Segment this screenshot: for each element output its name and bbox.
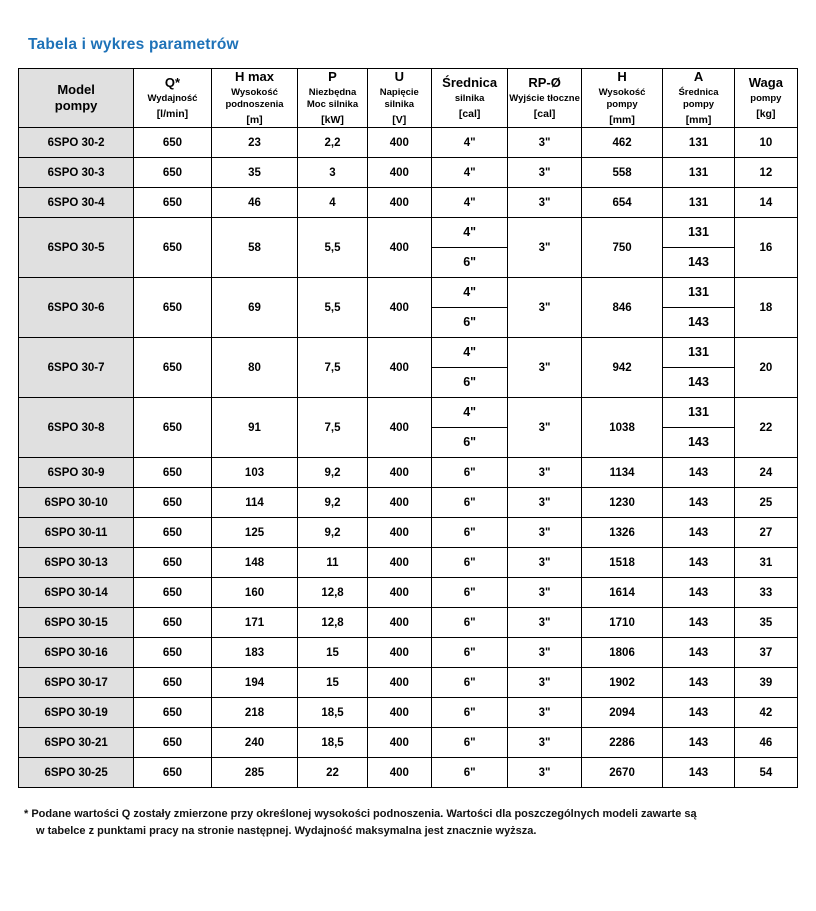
column-header-0	[19, 69, 134, 128]
cell-weight: 54	[734, 758, 797, 788]
header-row	[19, 69, 798, 128]
cell-discharge: 3"	[508, 758, 581, 788]
cell-power: 7,5	[298, 338, 367, 398]
cell-discharge: 3"	[508, 338, 581, 398]
parameters-table	[18, 68, 798, 788]
cell-power: 12,8	[298, 608, 367, 638]
cell-model: 6SPO 30-14	[19, 578, 134, 608]
column-header-1	[134, 69, 211, 128]
cell-motor-diameter	[431, 338, 507, 398]
cell-weight: 20	[734, 338, 797, 398]
cell-discharge: 3"	[508, 488, 581, 518]
column-header-title: A	[693, 69, 704, 84]
cell-head-max: 194	[211, 668, 298, 698]
cell-pump-height: 1614	[581, 578, 663, 608]
cell-motor-diameter	[431, 398, 507, 458]
column-header-title: Waga	[748, 74, 783, 90]
cell-voltage: 400	[367, 758, 431, 788]
cell-motor-diameter-part-0: 4"	[432, 398, 507, 428]
cell-weight: 42	[734, 698, 797, 728]
table-row	[19, 548, 798, 578]
cell-head-max: 183	[211, 638, 298, 668]
table-body	[19, 128, 798, 788]
cell-pump-diameter: 131	[663, 158, 734, 188]
cell-motor-diameter: 6"	[431, 758, 507, 788]
cell-model: 6SPO 30-7	[19, 338, 134, 398]
cell-pump-diameter: 131	[663, 128, 734, 158]
cell-voltage: 400	[367, 128, 431, 158]
cell-voltage: 400	[367, 338, 431, 398]
column-header-subtitle: Wydajność	[147, 93, 198, 105]
cell-voltage: 400	[367, 188, 431, 218]
cell-discharge: 3"	[508, 128, 581, 158]
cell-flow: 650	[134, 158, 211, 188]
cell-pump-diameter-part-1: 143	[688, 315, 709, 330]
cell-weight: 25	[734, 488, 797, 518]
cell-voltage: 400	[367, 698, 431, 728]
cell-model: 6SPO 30-25	[19, 758, 134, 788]
cell-power: 9,2	[298, 458, 367, 488]
table-row	[19, 758, 798, 788]
cell-voltage: 400	[367, 488, 431, 518]
cell-model: 6SPO 30-6	[19, 278, 134, 338]
column-header-subtitle: Wysokość podnoszenia	[225, 87, 284, 111]
table-row	[19, 488, 798, 518]
cell-head-max: 114	[211, 488, 298, 518]
cell-power: 5,5	[298, 218, 367, 278]
cell-motor-diameter: 6"	[431, 548, 507, 578]
cell-power: 22	[298, 758, 367, 788]
cell-power: 2,2	[298, 128, 367, 158]
cell-head-max: 171	[211, 608, 298, 638]
cell-voltage: 400	[367, 278, 431, 338]
cell-pump-diameter-part-0: 131	[663, 278, 733, 308]
table-row	[19, 728, 798, 758]
cell-weight: 18	[734, 278, 797, 338]
cell-pump-diameter	[663, 218, 734, 278]
cell-power: 3	[298, 158, 367, 188]
cell-pump-diameter-part-1: 143	[688, 255, 709, 270]
cell-weight: 10	[734, 128, 797, 158]
cell-flow: 650	[134, 758, 211, 788]
table-row	[19, 638, 798, 668]
cell-motor-diameter: 4"	[431, 158, 507, 188]
cell-voltage: 400	[367, 578, 431, 608]
cell-motor-diameter: 6"	[431, 668, 507, 698]
page-title: Tabela i wykres parametrów	[28, 36, 239, 53]
cell-pump-height: 2286	[581, 728, 663, 758]
cell-pump-height: 462	[581, 128, 663, 158]
cell-flow: 650	[134, 668, 211, 698]
cell-motor-diameter-part-1: 6"	[463, 375, 477, 390]
cell-flow: 650	[134, 458, 211, 488]
footnote-line-1: * Podane wartości Q zostały zmierzone przy określonej wysokości podnoszenia. Wartości dla poszczególnych modeli zawarte są	[24, 808, 697, 821]
cell-head-max: 80	[211, 338, 298, 398]
table-row	[19, 398, 798, 458]
cell-discharge: 3"	[508, 698, 581, 728]
cell-pump-diameter: 143	[663, 758, 734, 788]
column-header-unit: [V]	[392, 114, 407, 126]
cell-head-max: 23	[211, 128, 298, 158]
cell-pump-height: 1134	[581, 458, 663, 488]
cell-power: 7,5	[298, 398, 367, 458]
cell-pump-height: 558	[581, 158, 663, 188]
cell-motor-diameter: 6"	[431, 488, 507, 518]
cell-power: 5,5	[298, 278, 367, 338]
cell-flow: 650	[134, 398, 211, 458]
cell-motor-diameter-part-0: 4"	[432, 338, 507, 368]
column-header-6	[508, 69, 581, 128]
footnote-line-2: w tabelce z punktami pracy na stronie następnej. Wydajność maksymalna jest znacznie wyższa.	[36, 825, 537, 838]
cell-model: 6SPO 30-13	[19, 548, 134, 578]
cell-model: 6SPO 30-9	[19, 458, 134, 488]
table-row	[19, 338, 798, 398]
column-header-unit: [mm]	[685, 114, 712, 126]
cell-motor-diameter: 6"	[431, 728, 507, 758]
cell-weight: 12	[734, 158, 797, 188]
column-header-subtitle: Wysokość pompy	[598, 87, 646, 111]
cell-pump-height: 1806	[581, 638, 663, 668]
cell-pump-diameter	[663, 398, 734, 458]
cell-weight: 14	[734, 188, 797, 218]
cell-power: 11	[298, 548, 367, 578]
cell-pump-height: 1038	[581, 398, 663, 458]
cell-motor-diameter: 6"	[431, 638, 507, 668]
column-header-title: Q*	[164, 74, 181, 90]
cell-flow: 650	[134, 218, 211, 278]
cell-motor-diameter-part-0: 4"	[432, 218, 507, 248]
cell-motor-diameter-part-1: 6"	[463, 315, 477, 330]
table-row	[19, 188, 798, 218]
cell-pump-height: 654	[581, 188, 663, 218]
cell-weight: 31	[734, 548, 797, 578]
column-header-title: RP-Ø	[528, 74, 561, 90]
column-header-9	[734, 69, 797, 128]
cell-flow: 650	[134, 728, 211, 758]
cell-weight: 33	[734, 578, 797, 608]
cell-power: 15	[298, 668, 367, 698]
cell-model: 6SPO 30-8	[19, 398, 134, 458]
column-header-subtitle: Niezbędna Moc silnika	[306, 87, 359, 111]
cell-flow: 650	[134, 548, 211, 578]
column-header-subtitle: Napięcie silnika	[379, 87, 419, 111]
cell-model: 6SPO 30-2	[19, 128, 134, 158]
cell-voltage: 400	[367, 548, 431, 578]
cell-power: 4	[298, 188, 367, 218]
table-row	[19, 218, 798, 278]
cell-model: 6SPO 30-10	[19, 488, 134, 518]
cell-head-max: 125	[211, 518, 298, 548]
cell-head-max: 58	[211, 218, 298, 278]
cell-motor-diameter	[431, 278, 507, 338]
cell-flow: 650	[134, 278, 211, 338]
column-header-subtitle: pompy	[750, 93, 782, 105]
cell-motor-diameter: 6"	[431, 458, 507, 488]
cell-pump-diameter-part-1: 143	[688, 435, 709, 450]
table-row	[19, 698, 798, 728]
cell-pump-height: 2094	[581, 698, 663, 728]
cell-motor-diameter	[431, 218, 507, 278]
table-row	[19, 608, 798, 638]
cell-pump-height: 1710	[581, 608, 663, 638]
cell-pump-diameter: 131	[663, 188, 734, 218]
column-header-title: H max	[235, 69, 275, 84]
cell-pump-diameter: 143	[663, 578, 734, 608]
cell-motor-diameter: 4"	[431, 188, 507, 218]
cell-motor-diameter: 6"	[431, 578, 507, 608]
column-header-title: Model	[57, 81, 95, 97]
cell-flow: 650	[134, 638, 211, 668]
cell-voltage: 400	[367, 518, 431, 548]
column-header-unit: [cal]	[458, 108, 481, 121]
column-header-title-2: pompy	[54, 98, 98, 114]
cell-model: 6SPO 30-15	[19, 608, 134, 638]
cell-pump-diameter: 143	[663, 518, 734, 548]
column-header-unit: [cal]	[533, 108, 556, 121]
column-header-title: Średnica	[442, 74, 498, 90]
cell-head-max: 103	[211, 458, 298, 488]
cell-discharge: 3"	[508, 158, 581, 188]
cell-power: 9,2	[298, 518, 367, 548]
cell-pump-diameter-part-0: 131	[663, 218, 733, 248]
cell-voltage: 400	[367, 728, 431, 758]
table-header	[19, 69, 798, 128]
table-row	[19, 128, 798, 158]
cell-pump-diameter: 143	[663, 728, 734, 758]
cell-weight: 24	[734, 458, 797, 488]
cell-weight: 22	[734, 398, 797, 458]
cell-pump-diameter: 143	[663, 608, 734, 638]
cell-weight: 39	[734, 668, 797, 698]
cell-discharge: 3"	[508, 458, 581, 488]
cell-flow: 650	[134, 518, 211, 548]
cell-motor-diameter-part-1: 6"	[463, 435, 477, 450]
cell-model: 6SPO 30-17	[19, 668, 134, 698]
cell-pump-diameter: 143	[663, 458, 734, 488]
cell-discharge: 3"	[508, 668, 581, 698]
cell-voltage: 400	[367, 458, 431, 488]
cell-pump-height: 1518	[581, 548, 663, 578]
cell-head-max: 148	[211, 548, 298, 578]
column-header-unit: [kW]	[321, 114, 344, 126]
cell-head-max: 35	[211, 158, 298, 188]
cell-pump-diameter: 143	[663, 548, 734, 578]
column-header-4	[367, 69, 431, 128]
column-header-unit: [m]	[246, 114, 263, 126]
cell-pump-diameter: 143	[663, 638, 734, 668]
table-row	[19, 668, 798, 698]
column-header-title: H	[617, 69, 627, 84]
footnote	[18, 788, 798, 840]
cell-voltage: 400	[367, 398, 431, 458]
cell-power: 18,5	[298, 698, 367, 728]
cell-discharge: 3"	[508, 638, 581, 668]
cell-discharge: 3"	[508, 578, 581, 608]
cell-head-max: 240	[211, 728, 298, 758]
cell-head-max: 69	[211, 278, 298, 338]
cell-head-max: 160	[211, 578, 298, 608]
table-row	[19, 158, 798, 188]
cell-head-max: 285	[211, 758, 298, 788]
cell-voltage: 400	[367, 608, 431, 638]
column-header-subtitle: Wyjście tłoczne	[509, 93, 580, 105]
table-row	[19, 518, 798, 548]
column-header-subtitle: Średnica pompy	[678, 87, 719, 111]
cell-power: 18,5	[298, 728, 367, 758]
table-row	[19, 278, 798, 338]
column-header-unit: [mm]	[609, 114, 635, 126]
cell-flow: 650	[134, 608, 211, 638]
table-row	[19, 458, 798, 488]
cell-model: 6SPO 30-11	[19, 518, 134, 548]
cell-weight: 37	[734, 638, 797, 668]
cell-pump-height: 1326	[581, 518, 663, 548]
column-header-8	[663, 69, 734, 128]
cell-voltage: 400	[367, 158, 431, 188]
cell-model: 6SPO 30-21	[19, 728, 134, 758]
cell-pump-height: 1902	[581, 668, 663, 698]
cell-flow: 650	[134, 128, 211, 158]
cell-discharge: 3"	[508, 728, 581, 758]
cell-pump-height: 942	[581, 338, 663, 398]
cell-weight: 16	[734, 218, 797, 278]
cell-motor-diameter-part-0: 4"	[432, 278, 507, 308]
cell-model: 6SPO 30-16	[19, 638, 134, 668]
cell-pump-diameter: 143	[663, 488, 734, 518]
cell-power: 9,2	[298, 488, 367, 518]
cell-pump-diameter	[663, 278, 734, 338]
cell-motor-diameter-part-1: 6"	[463, 255, 477, 270]
cell-power: 12,8	[298, 578, 367, 608]
cell-motor-diameter: 6"	[431, 518, 507, 548]
column-header-3	[298, 69, 367, 128]
cell-model: 6SPO 30-3	[19, 158, 134, 188]
cell-model: 6SPO 30-5	[19, 218, 134, 278]
column-header-title: U	[394, 69, 404, 84]
cell-pump-diameter-part-0: 131	[663, 398, 733, 428]
cell-discharge: 3"	[508, 548, 581, 578]
cell-weight: 27	[734, 518, 797, 548]
cell-flow: 650	[134, 488, 211, 518]
cell-pump-height: 750	[581, 218, 663, 278]
cell-discharge: 3"	[508, 608, 581, 638]
cell-weight: 46	[734, 728, 797, 758]
column-header-2	[211, 69, 298, 128]
column-header-subtitle: silnika	[454, 93, 485, 105]
cell-voltage: 400	[367, 668, 431, 698]
cell-discharge: 3"	[508, 188, 581, 218]
cell-voltage: 400	[367, 638, 431, 668]
column-header-unit: [l/min]	[156, 108, 189, 121]
cell-discharge: 3"	[508, 278, 581, 338]
column-header-7	[581, 69, 663, 128]
cell-pump-diameter	[663, 338, 734, 398]
cell-flow: 650	[134, 188, 211, 218]
cell-head-max: 91	[211, 398, 298, 458]
cell-pump-diameter: 143	[663, 668, 734, 698]
cell-head-max: 46	[211, 188, 298, 218]
cell-model: 6SPO 30-4	[19, 188, 134, 218]
cell-weight: 35	[734, 608, 797, 638]
column-header-title: P	[328, 69, 337, 84]
cell-pump-diameter-part-0: 131	[663, 338, 733, 368]
cell-power: 15	[298, 638, 367, 668]
cell-motor-diameter: 4"	[431, 128, 507, 158]
cell-pump-height: 846	[581, 278, 663, 338]
cell-voltage: 400	[367, 218, 431, 278]
cell-motor-diameter: 6"	[431, 608, 507, 638]
cell-flow: 650	[134, 338, 211, 398]
cell-flow: 650	[134, 578, 211, 608]
cell-head-max: 218	[211, 698, 298, 728]
cell-pump-height: 1230	[581, 488, 663, 518]
cell-discharge: 3"	[508, 518, 581, 548]
column-header-5	[431, 69, 507, 128]
table-row	[19, 578, 798, 608]
cell-motor-diameter: 6"	[431, 698, 507, 728]
cell-model: 6SPO 30-19	[19, 698, 134, 728]
cell-discharge: 3"	[508, 218, 581, 278]
column-header-unit: [kg]	[756, 108, 776, 121]
cell-flow: 650	[134, 698, 211, 728]
cell-pump-diameter-part-1: 143	[688, 375, 709, 390]
cell-pump-diameter: 143	[663, 698, 734, 728]
cell-discharge: 3"	[508, 398, 581, 458]
cell-pump-height: 2670	[581, 758, 663, 788]
